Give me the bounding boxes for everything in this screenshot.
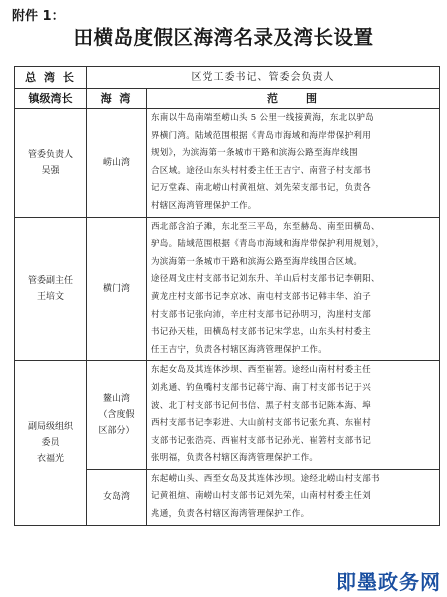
leader-title: 副局级组织 [27, 421, 73, 432]
range-line: 合区域。途径山东头村村委主任王吉宁、南营子村支部书 [151, 165, 372, 176]
table-row [15, 217, 440, 361]
range-line: 村辖区海湾管理保护工作。 [151, 200, 257, 211]
range-line: 记黄祖煊、南崂山村支部书记刘先荣，山南村村委主任刘 [151, 491, 372, 502]
row-range [147, 361, 440, 470]
range-line: 村支部书记张向沛，辛庄村支部书记孙明习，沟崖村支部 [151, 309, 372, 320]
range-line: 刘兆通、钓鱼嘴村支部书记蒋宁海、南丁村支部书记于兴 [151, 382, 372, 393]
row-bay [87, 469, 147, 525]
bay-note: 区部分） [98, 426, 135, 437]
chief-label: 总 湾 长 [15, 67, 87, 89]
range-line: 任王吉宁，负责各村辖区海湾管理保护工作。 [151, 344, 328, 355]
bay-name: 女岛湾 [102, 492, 130, 503]
bay-note: （含度假 [98, 410, 135, 421]
leader-name: 衣福光 [36, 453, 64, 464]
range-line: 驴岛。陆域范围根据《青岛市海域和海岸带保护利用规划》， [151, 239, 385, 250]
range-line: 东起女岛及其连体沙坝、西至崔箬。途经山南村村委主任 [151, 365, 372, 376]
row-leader [15, 217, 87, 361]
bay-name: 横门湾 [102, 283, 130, 294]
bay-chief-table [14, 66, 440, 526]
row-range [147, 217, 440, 361]
col-town-chief-header: 镇级湾长 [15, 89, 87, 109]
range-line: 支部书记张浩亮、西崔村支部书记孙光、崔箬村支部书记 [151, 435, 372, 446]
col-bay-header: 海 湾 [87, 89, 147, 109]
row-bay [87, 109, 147, 218]
bay-name: 鳌山湾 [102, 394, 130, 405]
range-line: 西村支部书记李彩进、大山前村支部书记张允真、东崔村 [151, 418, 372, 429]
table-row [15, 109, 440, 218]
range-line: 书记孙天桂，田横岛村支部书记宋学忠，山东头村村委主 [151, 327, 372, 338]
range-line: 波、北丁村支部书记何书信、黑子村支部书记陈本海、埠 [151, 400, 372, 411]
range-line: 途径周戈庄村支部书记刘东升、羊山后村支部书记李朝阳、 [151, 274, 380, 285]
attachment-label: 附件 1： [12, 9, 65, 24]
row-bay [87, 361, 147, 470]
row-range [147, 469, 440, 525]
range-line: 兆通，负责各村辖区海湾管理保护工作。 [151, 509, 310, 520]
range-line: 西北部含泊子滩，东北至三平岛，东至赫岛、南至田横岛、 [151, 221, 380, 232]
row-range [147, 109, 440, 218]
row-bay [87, 217, 147, 361]
row-leader [15, 109, 87, 218]
col-range-header: 范 围 [147, 89, 440, 109]
table-row [15, 361, 440, 470]
bay-name: 崂山湾 [102, 157, 130, 168]
range-line: 张明福，负责各村辖区海湾管理保护工作。 [151, 453, 319, 464]
range-line: 规划》，为滨海第一条城市干路和滨海公路至海岸线围 [151, 148, 358, 159]
column-header-row [15, 89, 440, 109]
watermark: 即墨政务网 [336, 570, 441, 594]
range-line: 为滨海第一条城市干路和滨海公路至海岸线围合区域。 [151, 256, 363, 267]
leader-title: 管委负责人 [27, 149, 73, 160]
document-title: 田横岛度假区海湾名录及湾长设置 [73, 26, 374, 49]
range-line: 黄龙庄村支部书记李京冰、南屯村支部书记韩丰华、泊子 [151, 291, 372, 302]
row-leader [15, 361, 87, 525]
range-line: 东起崂山头、西至女岛及其连体沙坝。途经北崂山村支部书 [151, 473, 380, 484]
chief-value: 区党工委书记、管委会负责人 [87, 67, 440, 89]
range-line: 界横门湾。陆域范围根据《青岛市海域和海岸带保护利用 [151, 130, 372, 141]
chief-row [15, 67, 440, 89]
range-line: 东南以牛岛南端至崂山头 5 公里一线接黄海，东北以驴岛 [151, 113, 374, 123]
range-line: 记万堂森、南北崂山村黄祖煊、刘先荣支部书记，负责各 [151, 183, 372, 194]
leader-name: 吴强 [41, 165, 60, 176]
leader-name: 王培文 [36, 291, 64, 302]
leader-title: 委员 [41, 437, 60, 448]
leader-title: 管委副主任 [27, 275, 73, 286]
